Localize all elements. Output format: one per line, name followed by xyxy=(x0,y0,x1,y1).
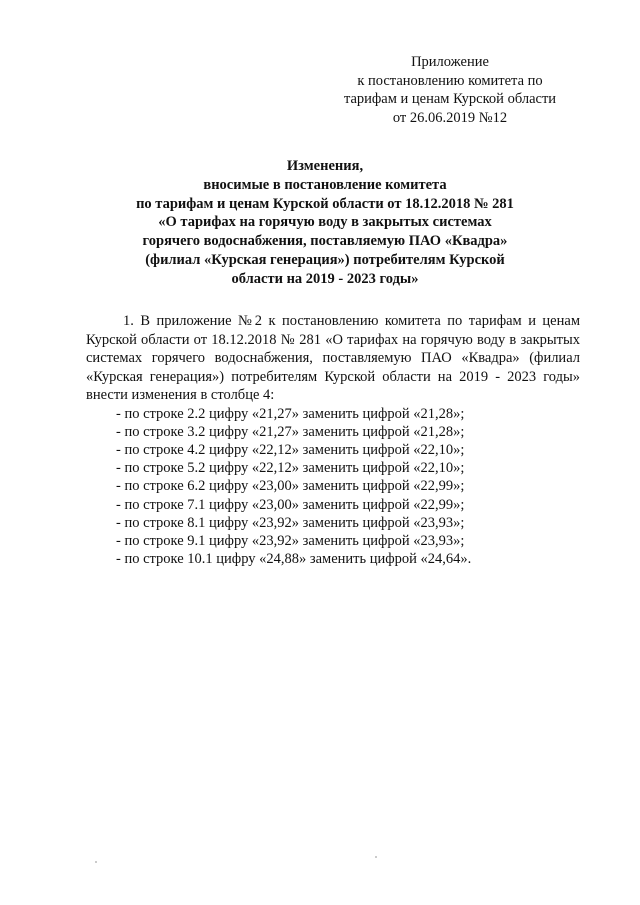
appendix-line: тарифам и ценам Курской области xyxy=(343,91,557,107)
title-line: Изменения, xyxy=(286,158,364,174)
title-line: вносимые в постановление комитета xyxy=(203,176,447,193)
list-item: - по строке 2.2 цифру «21,27» заменить цифрой «21,28»; xyxy=(116,405,465,422)
appendix-line: к постановлению комитета по xyxy=(357,72,543,89)
appendix-line: от 26.06.2019 №12 xyxy=(392,109,508,126)
appendix-line: Приложение xyxy=(411,54,489,70)
title-line: по тарифам и ценам Курской области от 18.12.2018 № 281 xyxy=(136,195,514,212)
changes-list xyxy=(86,405,580,569)
document-title xyxy=(110,157,540,289)
document-body xyxy=(86,312,580,568)
list-item: - по строке 3.2 цифру «21,27» заменить цифрой «21,28»; xyxy=(116,423,465,440)
list-item: - по строке 4.2 цифру «22,12» заменить цифрой «22,10»; xyxy=(116,441,465,458)
list-item: - по строке 8.1 цифру «23,92» заменить цифрой «23,93»; xyxy=(116,514,465,531)
title-line: (филиал «Курская генерация») потребителям Курской xyxy=(145,251,505,268)
list-item: - по строке 5.2 цифру «22,12» заменить цифрой «22,10»; xyxy=(116,460,465,477)
title-line: горячего водоснабжения, поставляемую ПАО «Квадра» xyxy=(142,233,508,250)
list-item: - по строке 7.1 цифру «23,00» заменить цифрой «22,99»; xyxy=(116,496,465,513)
appendix-header xyxy=(310,53,590,127)
title-line: «О тарифах на горячую воду в закрытых системах xyxy=(158,214,492,231)
title-line: области на 2019 - 2023 годы» xyxy=(231,270,419,287)
list-item: - по строке 10.1 цифру «24,88» заменить цифрой «24,64». xyxy=(116,551,472,568)
scan-speck xyxy=(95,861,97,863)
scan-speck xyxy=(375,856,377,858)
list-item: - по строке 9.1 цифру «23,92» заменить цифрой «23,93»; xyxy=(116,532,465,549)
list-item: - по строке 6.2 цифру «23,00» заменить цифрой «22,99»; xyxy=(116,478,465,495)
body-paragraph: 1. В приложение №2 к постановлению комитета по тарифам и ценам Курской области от 18.12.2018 № 281 «О тарифах на горячую воду в закрытых системах горячего водоснабжения, поставляемую ПАО «Квадра» (филиал «Курская генерация») потребителям Курской области на 2019 - 2023 годы» внести изменения в столбце 4: xyxy=(86,313,580,403)
